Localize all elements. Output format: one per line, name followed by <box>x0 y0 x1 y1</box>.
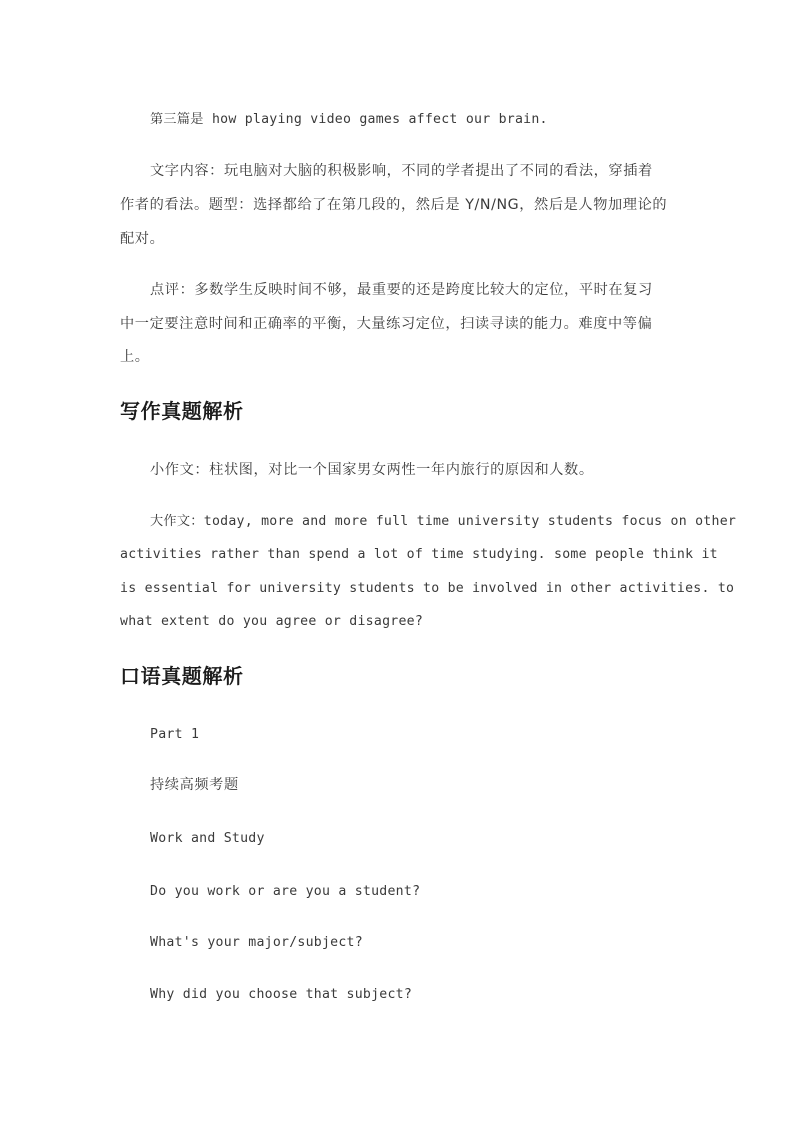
big-task-line-2: activities rather than spend a lot of time studying. some people think it <box>120 547 718 562</box>
content-line-2: 作者的看法。题型：选择都给了在第几段的，然后是 Y/N/NG，然后是人物加理论的 <box>120 197 668 213</box>
review-line-1: 点评：多数学生反映时间不够，最重要的还是跨度比较大的定位，平时在复习 <box>150 282 653 298</box>
writing-heading: 写作真题解析 <box>120 399 244 423</box>
part-label: Part 1 <box>150 727 200 742</box>
review-line-3: 上。 <box>120 349 150 365</box>
big-task-line-1: 大作文：today, more and more full time university students focus on other <box>150 514 737 529</box>
question-item: What's your major/subject? <box>150 935 363 950</box>
review-line-2: 中一定要注意时间和正确率的平衡，大量练习定位，扫读寻读的能力。难度中等偏 <box>120 316 653 332</box>
big-task-line-3: is essential for university students to be involved in other activities. to <box>120 581 735 596</box>
passage-three-intro: 第三篇是 how playing video games affect our brain. <box>150 112 548 127</box>
question-item: Do you work or are you a student? <box>150 884 421 899</box>
content-line-3: 配对。 <box>120 231 165 247</box>
big-task-line-4: what extent do you agree or disagree? <box>120 614 424 629</box>
topic-title: Work and Study <box>150 831 265 846</box>
high-frequency-heading: 持续高频考题 <box>150 777 239 793</box>
speaking-heading: 口语真题解析 <box>120 664 244 688</box>
question-item: Why did you choose that subject? <box>150 987 413 1002</box>
small-task: 小作文：柱状图，对比一个国家男女两性一年内旅行的原因和人数。 <box>150 462 594 478</box>
content-line-1: 文字内容：玩电脑对大脑的积极影响，不同的学者提出了不同的看法，穿插着 <box>150 163 653 179</box>
